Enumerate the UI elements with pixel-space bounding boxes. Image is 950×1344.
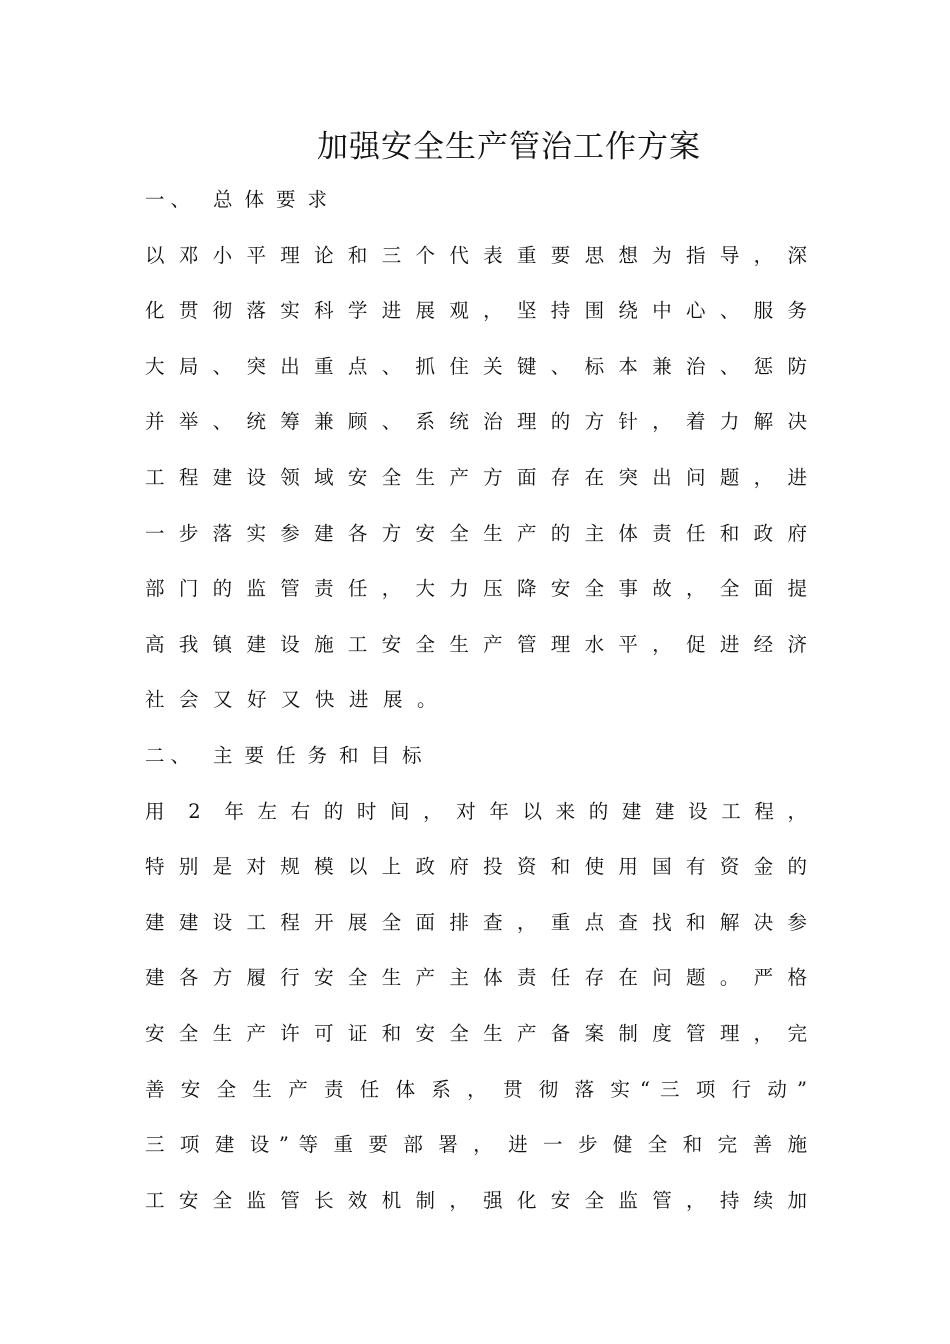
paragraph-line: 社会又好又快进展。 [145,688,452,712]
section-number-1: 一、 [145,188,197,211]
paragraph-line: 善 安 全 生 产 责 任 体 系 ， 贯 彻 落 实 “ 三 项 行 动 ” [145,1077,807,1101]
paragraph-line: 并 举 、 统 筹 兼 顾 、 系 统 治 理 的 方 针 ， 着 力 解 决 [145,410,807,434]
paragraph-line: 以 邓 小 平 理 论 和 三 个 代 表 重 要 思 想 为 指 导 ， 深 [145,243,807,267]
paragraph-line: 大 局 、 突 出 重 点 、 抓 住 关 键 、 标 本 兼 治 、 惩 防 [145,354,807,378]
paragraph-line: 一 步 落 实 参 建 各 方 安 全 生 产 的 主 体 责 任 和 政 府 [145,521,807,545]
section-heading-text-1: 总体要求 [213,188,340,211]
paragraph-line: 高 我 镇 建 设 施 工 安 全 生 产 管 理 水 平 ， 促 进 经 济 [145,632,807,656]
paragraph-line: 建 建 设 工 程 开 展 全 面 排 查 ， 重 点 查 找 和 解 决 参 [145,910,807,934]
section-number-2: 二、 [145,743,197,767]
paragraph-line: 安 全 生 产 许 可 证 和 安 全 生 产 备 案 制 度 管 理 ， 完 [145,1021,807,1045]
section-heading-1 [145,181,807,237]
paragraph-line: 三 项 建 设 ” 等 重 要 部 署 ， 进 一 步 健 全 和 完 善 施 [145,1133,807,1157]
paragraph-line: 化 贯 彻 落 实 科 学 进 展 观 ， 坚 持 围 绕 中 心 、 服 务 [145,299,807,323]
section-heading-2 [145,737,807,793]
paragraph-line: 特 别 是 对 规 模 以 上 政 府 投 资 和 使 用 国 有 资 金 的 [145,855,807,879]
paragraph-line: 用 2 年 左 右 的 时 间 ， 对 年 以 来 的 建 建 设 工 程 ， [145,799,807,823]
paragraph-line: 建 各 方 履 行 安 全 生 产 主 体 责 任 存 在 问 题 。 严 格 [145,966,807,990]
paragraph-line: 工 安 全 监 管 长 效 机 制 ， 强 化 安 全 监 管 ， 持 续 加 [145,1188,807,1212]
document-body [145,181,807,1237]
paragraph-line: 部 门 的 监 管 责 任 ， 大 力 压 降 安 全 事 故 ， 全 面 提 [145,577,807,601]
section-heading-text-2: 主要任务和目标 [213,743,434,767]
document-title: 加强安全生产管治工作方案 [317,129,701,165]
paragraph-line: 工 程 建 设 领 域 安 全 生 产 方 面 存 在 突 出 问 题 ， 进 [145,465,807,489]
